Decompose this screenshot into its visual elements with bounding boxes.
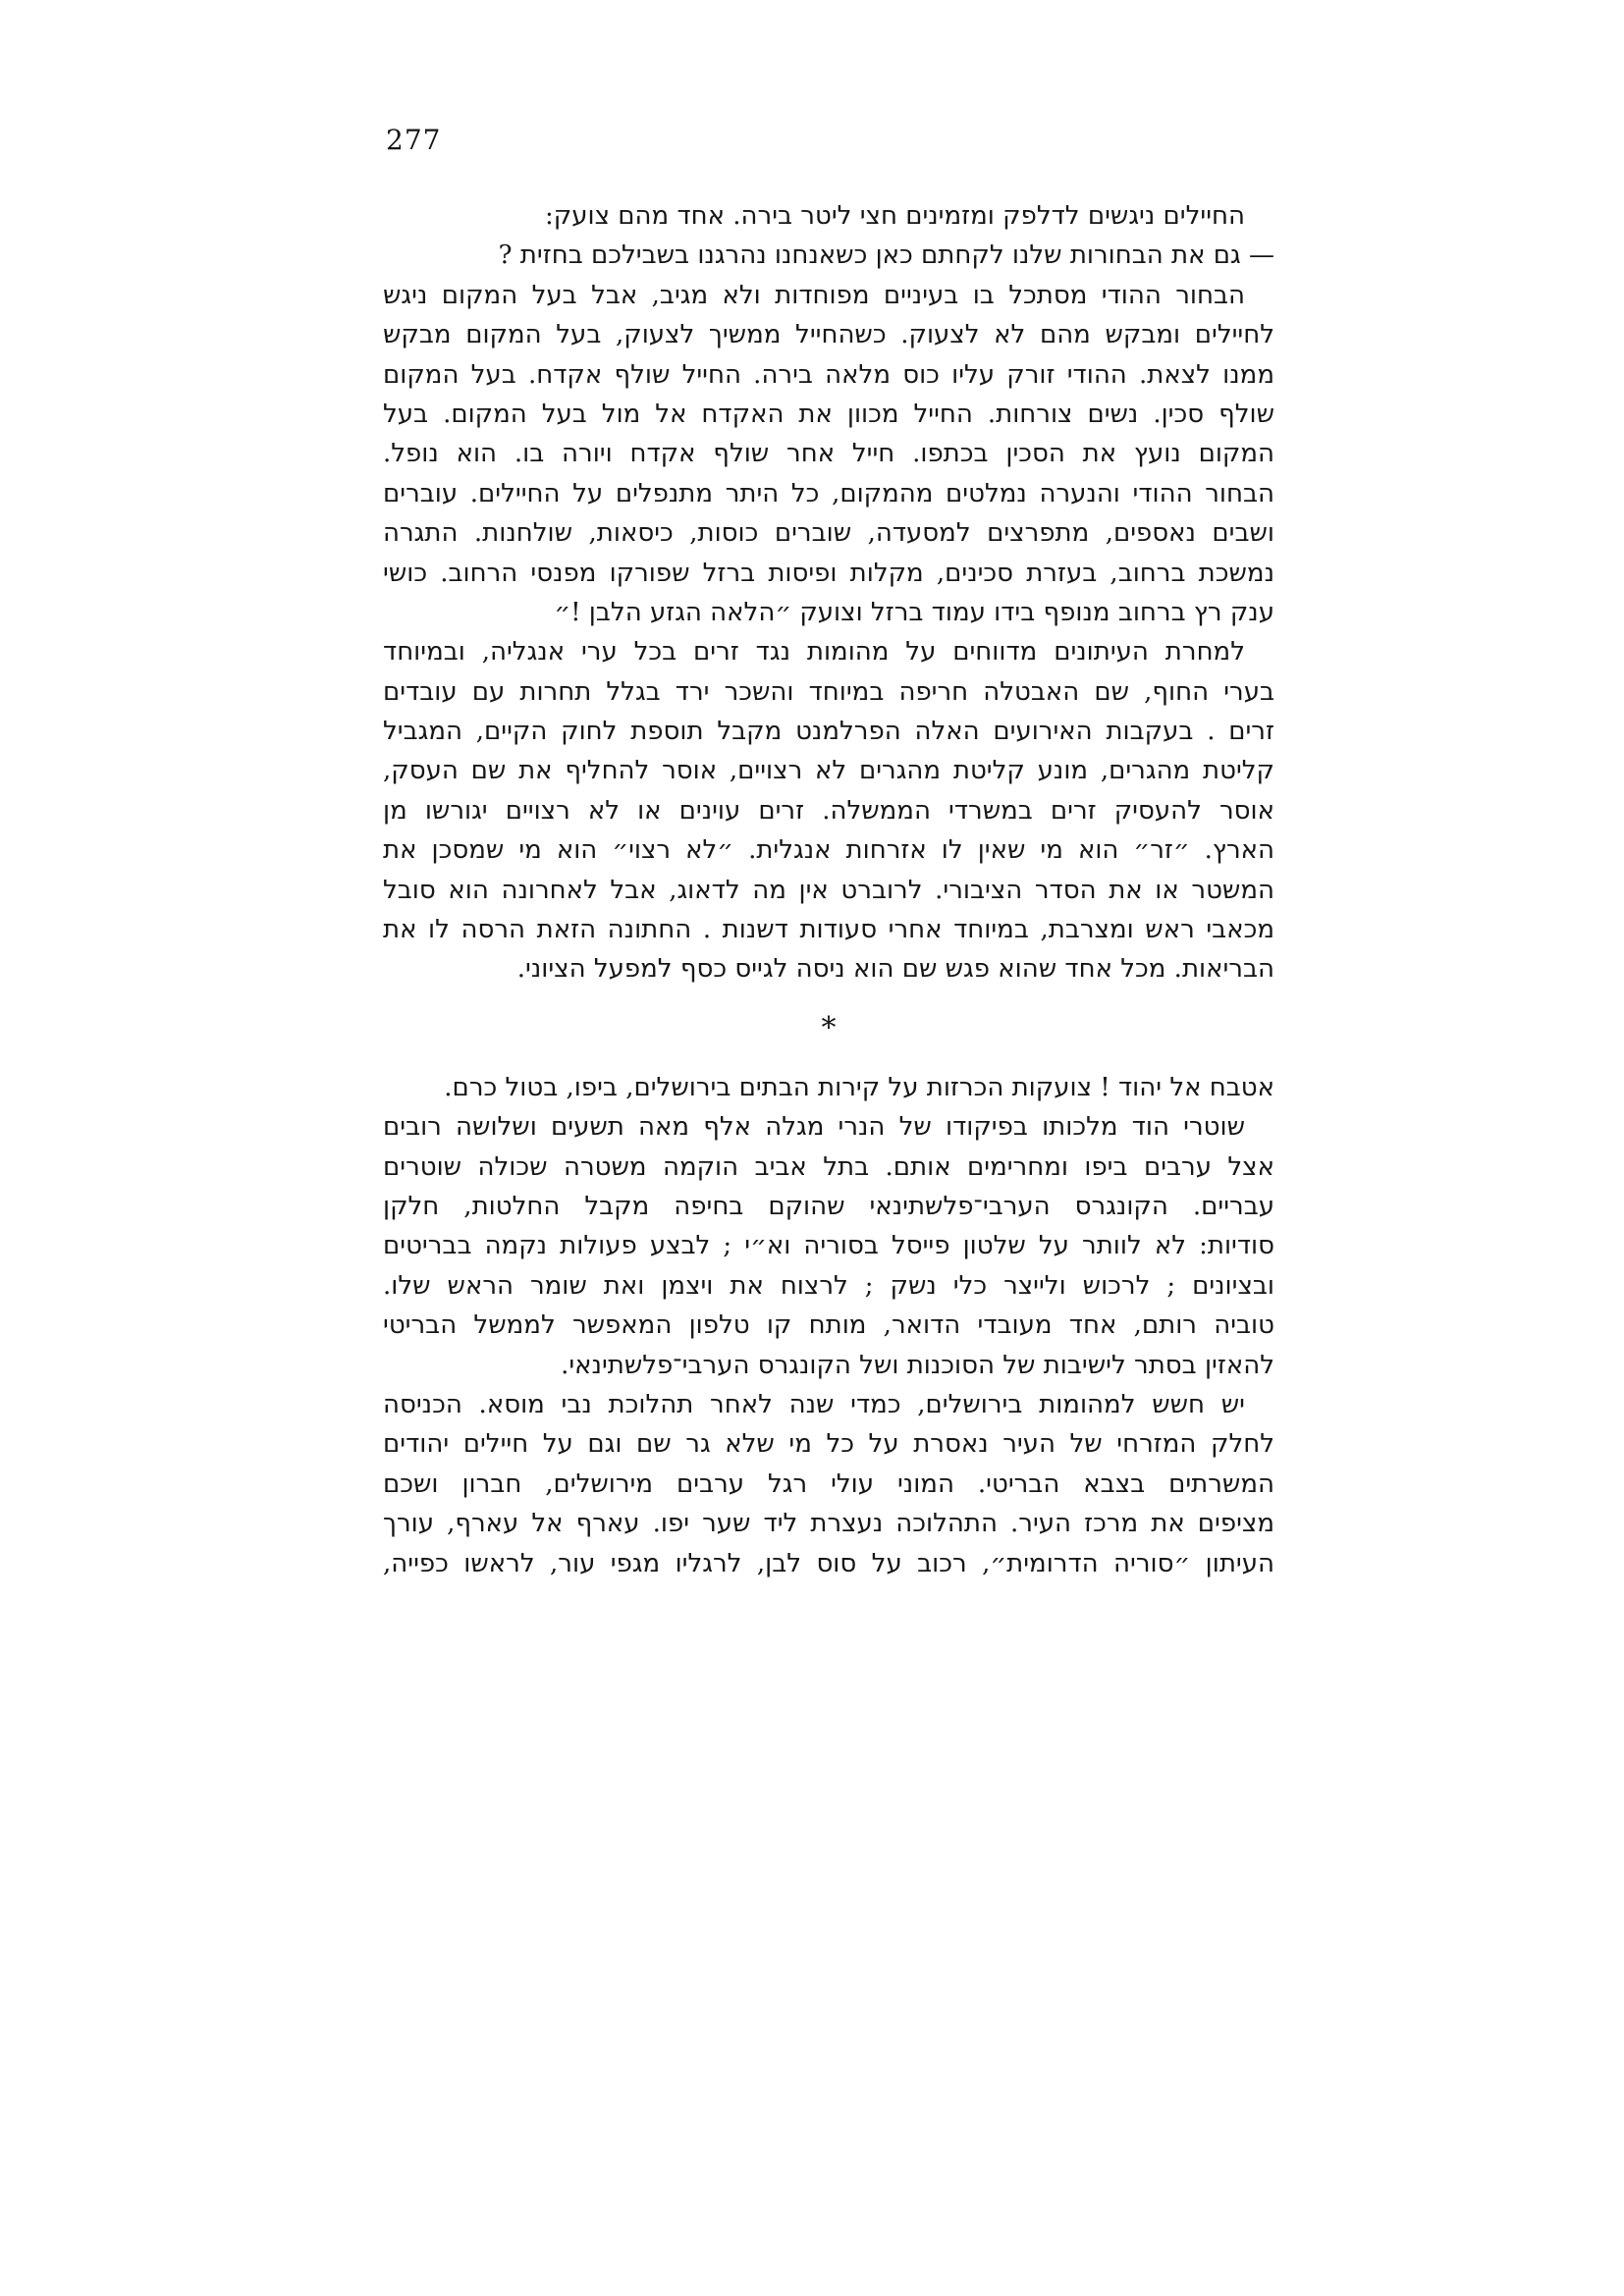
text-line: המשטר או את הסדר הציבורי. לרוברט אין מה לדאוג, אבל לאחרונה הוא סובל (383, 875, 1274, 905)
text-line: להאזין בסתר לישיבות של הסוכנות ושל הקונגרס הערבי־פלשתינאי. (561, 1350, 1274, 1380)
text-line: העיתון ״סוריה הדרומית״, רכוב על סוס לבן, לרגליו מגפי עור, לראשו כפייה, (383, 1548, 1274, 1578)
text-line: שוטרי הוד מלכותו בפיקודו של הנרי מגלה אלף מאה תשעים ושלושה רובים (383, 1112, 1245, 1143)
text-line: מכאבי ראש ומצרבת, במיוחד אחרי סעודות דשנות . החתונה הזאת הרסה לו את (383, 915, 1274, 945)
paragraph (383, 196, 1274, 236)
text-line: ובציונים ; לרכוש ולייצר כלי נשק ; לרצוח את ויצמן ואת שומר הראש שלו. (383, 1270, 1274, 1301)
text-line: ענק רץ ברחוב מנופף בידו עמוד ברזל וצועק ״הלאה הגזע הלבן !״ (554, 597, 1274, 627)
text-line: למחרת העיתונים מדווחים על מהומות נגד זרים בכל ערי אנגליה, ובמיוחד (383, 637, 1245, 667)
section-separator: * (821, 1010, 837, 1045)
text-line: טוביה רותם, אחד מעובדי הדואר, מותח קו טלפון המאפשר לממשל הבריטי (383, 1310, 1274, 1341)
text-line: — גם את הבחורות שלנו לקחתם כאן כשאנחנו נהרגנו בשבילכם בחזית ? (498, 240, 1274, 271)
text-line: אוסר להעסיק זרים במשרדי הממשלה. זרים עוינים או לא רצויים יגורשו מן (383, 795, 1274, 826)
text-line: שולף סכין. נשים צורחות. החייל מכוון את האקדח אל מול בעל המקום. בעל (383, 399, 1274, 429)
text-line: החיילים ניגשים לדלפק ומזמינים חצי ליטר בירה. אחד מהם צועק: (545, 201, 1245, 231)
text-line: לחלק המזרחי של העיר נאסרת על כל מי שלא גר שם וגם על חיילים יהודים (383, 1429, 1274, 1460)
text-line: הבחור ההודי מסתכל בו בעיניים מפוחדות ולא מגיב, אבל בעל המקום ניגש (383, 280, 1245, 310)
text-line: אטבח אל יהוד ! צועקות הכרזות על קירות הבתים בירושלים, ביפו, בטול כרם. (444, 1072, 1274, 1102)
paragraph (383, 1068, 1274, 1107)
text-line: קליטת מהגרים, מונע קליטת מהגרים לא רצויים, אוסר להחליף את שם העסק, (383, 756, 1274, 786)
paragraph (383, 1385, 1274, 1583)
body-text (383, 196, 1274, 1583)
paragraph (383, 1107, 1274, 1385)
text-line: בערי החוף, שם האבטלה חריפה במיוחד והשכר ירד בגלל תחרות עם עובדים (383, 676, 1274, 707)
paragraph (383, 276, 1274, 633)
paragraph (383, 236, 1274, 275)
text-line: הבחור ההודי והנערה נמלטים מהמקום, כל היתר מתנפלים על החיילים. עוברים (383, 478, 1274, 508)
text-line: אצל ערבים ביפו ומחרימים אותם. בתל אביב הוקמה משטרה שכולה שוטרים (383, 1151, 1274, 1182)
text-line: ושבים נאספים, מתפרצים למסעדה, שוברים כוסות, כיסאות, שולחנות. התגרה (383, 518, 1274, 549)
text-line: מציפים את מרכז העיר. התהלוכה נעצרת ליד שער יפו. עארף אל עארף, עורך (383, 1509, 1274, 1539)
text-line: הבריאות. מכל אחד שהוא פגש שם הוא ניסה לגייס כסף למפעל הציוני. (516, 954, 1274, 985)
text-line: הארץ. ״זר״ הוא מי שאין לו אזרחות אנגלית. ״לא רצוי״ הוא מי שמסכן את (383, 835, 1274, 866)
paragraph (383, 632, 1274, 989)
page-number: 277 (386, 124, 442, 156)
text-line: נמשכת ברחוב, בעזרת סכינים, מקלות ופיסות ברזל שפורקו מפנסי הרחוב. כושי (383, 558, 1274, 588)
text-line: המשרתים בצבא הבריטי. המוני עולי רגל ערבים מירושלים, חברון ושכם (383, 1468, 1274, 1499)
text-line: זרים . בעקבות האירועים האלה הפרלמנט מקבל תוספת לחוק הקיים, המגביל (383, 717, 1274, 747)
text-line: יש חשש למהומות בירושלים, כמדי שנה לאחר תהלוכת נבי מוסא. הכניסה (383, 1389, 1245, 1419)
text-line: המקום נועץ את הסכין בכתפו. חייל אחר שולף אקדח ויורה בו. הוא נופל. (383, 439, 1274, 469)
text-line: ממנו לצאת. ההודי זורק עליו כוס מלאה בירה. החייל שולף אקדח. בעל המקום (383, 359, 1274, 390)
text-line: לחיילים ומבקש מהם לא לצעוק. כשהחייל ממשיך לצעוק, בעל המקום מבקש (383, 320, 1274, 350)
text-line: עבריים. הקונגרס הערבי־פלשתינאי שהוקם בחיפה מקבל החלטות, חלקן (383, 1191, 1274, 1221)
text-line: סודיות: לא לוותר על שלטון פייסל בסוריה וא״י ; לבצע פעולות נקמה בבריטים (383, 1231, 1274, 1261)
